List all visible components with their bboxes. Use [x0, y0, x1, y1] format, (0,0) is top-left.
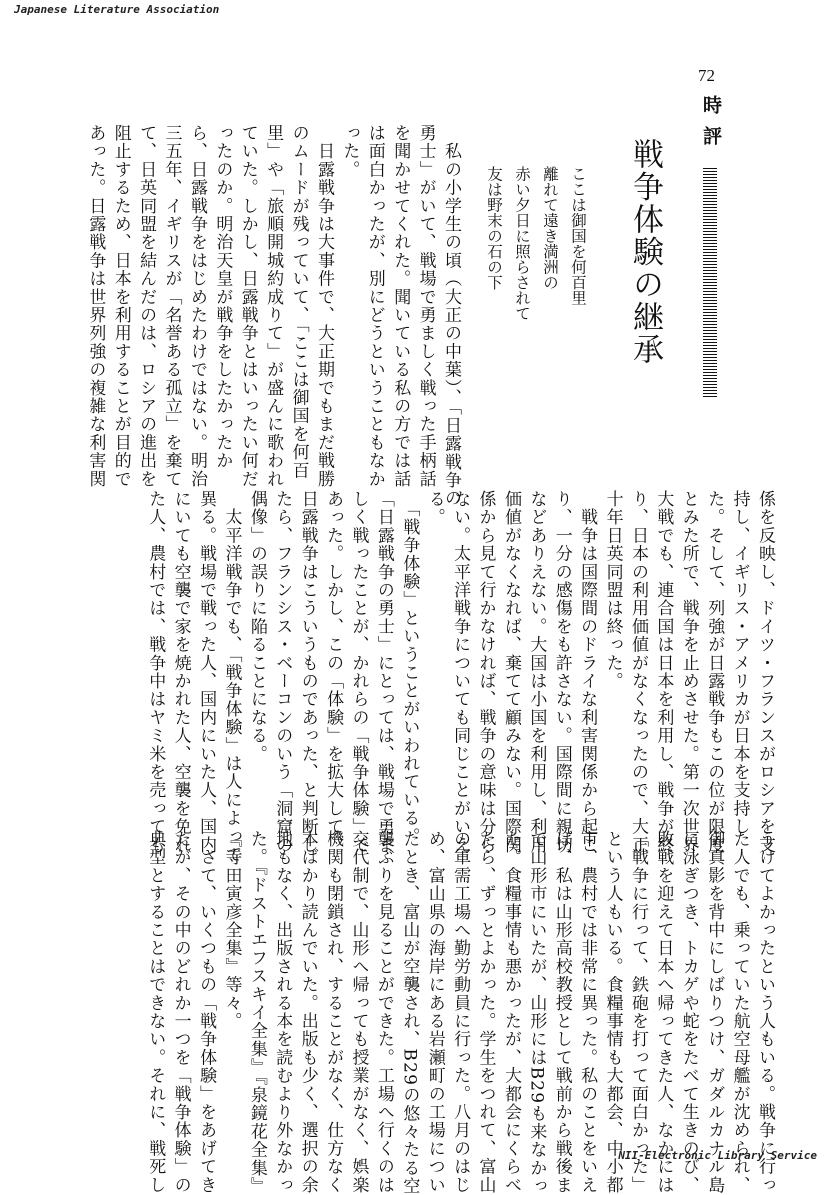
text-block-upper — [85, 124, 463, 508]
text-column: の軍需工場へ勤労動員に行った。八月のはじ — [450, 830, 471, 1194]
text-column: 本ばかり読んでいた。出版も少く、選択の余 — [297, 830, 318, 1194]
header-association: Japanese Literature Association — [14, 3, 220, 16]
text-column: め、富山県の海岸にある岩瀬町の工場につい — [424, 830, 445, 1194]
text-column: 太平洋戦争でも、「戦争体験」は人によって — [221, 490, 242, 864]
text-column: とみた所で、戦争を止めさせた。第一次世界 — [678, 490, 699, 854]
text-column: 敗戦を迎えて日本へ帰ってきた人、なかには — [653, 830, 674, 1194]
text-column: ら、日露戦争をはじめたわけではない。明治 — [186, 124, 207, 488]
text-column: ば、私は山形高校教授として戦前から戦後ま — [551, 830, 572, 1194]
text-column: た。『ドストエフスキイ全集』『泉鏡花全集』 — [246, 830, 267, 1195]
text-column: った。 — [339, 124, 360, 179]
page-number: 72 — [698, 66, 715, 85]
text-column: ない。太平洋戦争についても同じことがいえ — [450, 490, 471, 854]
poem-line: ここは御国を何百里 — [569, 166, 587, 306]
text-column: て、日英同盟を結んだのは、ロシアの進出を — [136, 124, 157, 488]
text-column: たとき、富山が空襲され、B29の悠々たる空 — [399, 830, 420, 1195]
text-column: に泳ぎつき、トカゲや蛇をたべて生きのび、 — [678, 830, 699, 1194]
poem-line: 友は野末の石の下 — [485, 166, 503, 290]
text-block-middle — [97, 490, 777, 864]
text-column: 価値がなくなれば、棄てて顧みない。国際関 — [500, 490, 521, 854]
text-column: た。そして、列強が日露戦争もこの位が限度 — [704, 490, 725, 854]
text-column: という人もいる。食糧事情も大都会、中小都 — [602, 830, 623, 1194]
text-column: あった。日露戦争は世界列強の複雑な利害関 — [85, 124, 106, 488]
text-column: 襲ぶりを見ることができた。工場へ行くのは — [373, 830, 394, 1194]
text-column: しく戦ったことが、かれらの「戦争体験」で — [348, 490, 369, 854]
text-column: 異る。戦場で戦った人、国内にいた人、国内 — [196, 490, 217, 854]
text-column: たら、ずっとよかった。学生をつれて、富山 — [475, 830, 496, 1194]
text-column: 係から見て行かなければ、戦争の意味は分ら — [475, 490, 496, 854]
text-column: 里」や「旅順開城約成りて」が盛んに歌われ — [263, 124, 284, 488]
text-column: 阻止するため、日本を利用することが目的で — [110, 124, 131, 488]
text-column: 地もなく、出版される本を読むより外なかっ — [272, 830, 293, 1194]
text-column: さて、いくつもの「戦争体験」をあげてき — [196, 830, 217, 1194]
text-column: 偶像」の誤りに陥ることになる。 — [246, 490, 267, 763]
text-column: 交代制で、山形へ帰っても授業がなく、娯楽 — [348, 830, 369, 1194]
text-column: 戦争は国際間のドライな利害関係から起こ — [577, 490, 598, 854]
text-column: などありえない。大国は小国を利用し、利用 — [526, 490, 547, 854]
text-column: 『寺田寅彦全集』等々。 — [221, 830, 242, 1031]
text-column: たが、その中のどれか一つを「戦争体験」の — [170, 830, 191, 1194]
section-label: 時評 — [700, 95, 722, 157]
article-title: 戦争体験の継承 — [627, 138, 663, 366]
text-column: うけてよかったという人もいる。戦争に行っ — [755, 830, 775, 1194]
text-column: 私の小学生の頃（大正の中葉）、「日露戦争の — [441, 124, 461, 508]
footer-service: NII-Electronic Library Service — [618, 1149, 817, 1162]
text-column: り、日本の利用価値がなくなったので、大正 — [627, 490, 648, 854]
text-column: 係を反映し、ドイツ・フランスがロシアを支 — [755, 490, 775, 854]
text-column: 十年日英同盟は終った。 — [602, 490, 623, 691]
section-rule — [703, 168, 717, 398]
text-column: 持し、イギリス・アメリカが日本を支持し — [729, 490, 750, 836]
text-column: たら、フランシス・ベーコンのいう「洞窟の — [272, 490, 293, 854]
text-column: 「日露戦争の勇士」にとっては、戦場で勇ま — [373, 490, 394, 854]
text-column: た人、農村では、戦争中はヤミ米を売っても — [145, 490, 166, 854]
text-column: 勇士」がいて、戦場で勇ましく戦った手柄話 — [415, 124, 436, 488]
text-column: 典型とすることはできない。それに、戦死し — [145, 830, 166, 1194]
text-column: を聞かせてくれた。聞いている私の方では話 — [390, 124, 411, 488]
text-column: 市、農村では非常に異った。私のことをいえ — [577, 830, 598, 1194]
text-column: 大戦でも、連合国は日本を利用し、戦争が終 — [653, 490, 674, 854]
text-column: 日露戦争はこういうものであった、と判断し — [297, 490, 318, 854]
poem-line: 赤い夕日に照らされて — [513, 166, 531, 321]
text-column: 「戦争に行って、鉄砲を打って面白かった」 — [627, 830, 648, 1194]
text-column: た。食糧事情も悪かったが、大都会にくらべ — [500, 830, 521, 1194]
text-column: 機関も閉鎖され、することがなく、仕方なく — [323, 830, 344, 1194]
text-column: ていた。しかし、日露戦争とはいったい何だ — [237, 124, 258, 488]
text-block-lower — [97, 830, 777, 1195]
epigraph-poem — [480, 166, 592, 456]
text-column: る。 — [424, 490, 445, 527]
poem-line: 離れて遠き満洲の — [541, 166, 559, 290]
text-column: は面白かったが、別にどうということもなか — [364, 124, 385, 488]
text-column: のムードが残っていて、「ここは御国を何百 — [288, 124, 309, 480]
text-column: 御真影を背中にしばりつけ、ガダルカナル島 — [704, 830, 725, 1194]
text-column: にいても空襲で家を焼かれた人、空襲を免れ — [170, 490, 191, 854]
text-column: 日露戦争は大事件で、大正期でもまだ戦勝 — [313, 124, 334, 488]
text-column: ったのか。明治天皇が戦争をしたかったか — [212, 124, 233, 470]
text-column: 「戦争体験」ということがいわれている。 — [399, 490, 420, 846]
text-column: あった。しかし、この「体験」を拡大して、 — [323, 490, 344, 854]
text-column: り、一分の感傷をも許さない。国際間に親切 — [551, 490, 572, 854]
text-column: で山形市にいたが、山形にはB29も来なかっ — [526, 830, 547, 1195]
text-column: た人でも、乗っていた航空母艦が沈められ、 — [729, 830, 750, 1194]
text-column: 三五年、イギリスが「名誉ある孤立」を棄て — [161, 124, 182, 488]
